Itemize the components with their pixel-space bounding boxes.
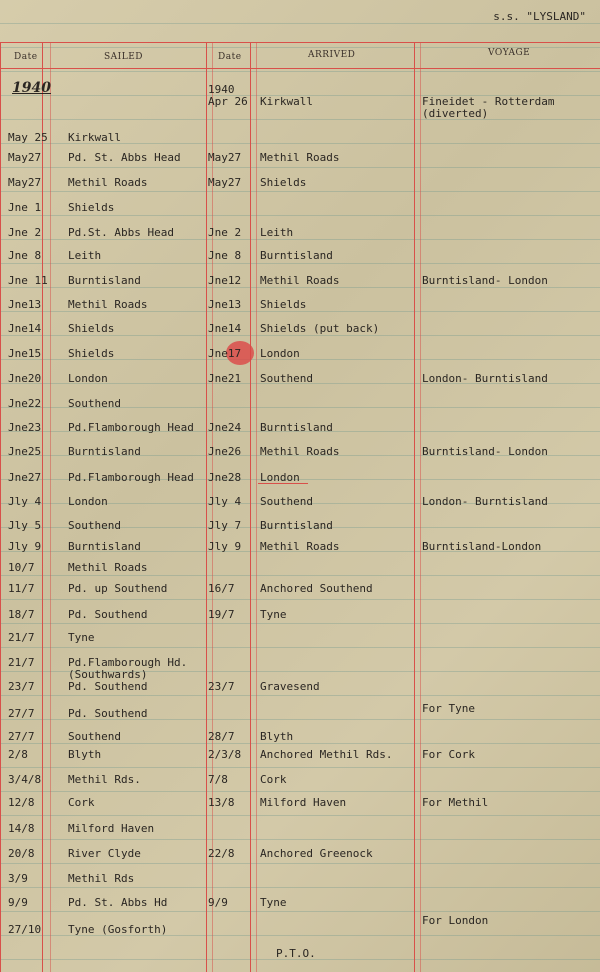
row-37-sailed-place: Pd. St. Abbs Hd xyxy=(68,896,168,909)
row-19-arrived-date: Jly 7 xyxy=(208,519,242,532)
row-37-arrived-place: Tyne xyxy=(260,896,287,909)
row-30-arrived-place: Blyth xyxy=(260,730,294,743)
row-12-arrived-place: London xyxy=(260,347,300,360)
row-32-arrived-date: 7/8 xyxy=(208,773,228,786)
row-9-arrived-date: Jne12 xyxy=(208,274,242,287)
row-32-sailed-date: 3/4/8 xyxy=(8,773,42,786)
row-19-arrived-place: Burntisland xyxy=(260,519,333,532)
row-13-sailed-place: London xyxy=(68,372,108,385)
row-33-arrived-place: Milford Haven xyxy=(260,796,347,809)
row-27-arrived-date: 23/7 xyxy=(208,680,235,693)
row-4-arrived-place: Methil Roads xyxy=(260,151,340,164)
rule-date-sailed-b xyxy=(50,42,51,972)
row-35-arrived-place: Anchored Greenock xyxy=(260,847,373,860)
rule-date-arrived-b xyxy=(256,42,257,972)
row-39-sailed-place: Tyne (Gosforth) xyxy=(68,923,168,936)
row-20-sailed-date: Jly 9 xyxy=(8,540,42,553)
row-32-sailed-place: Methil Rds. xyxy=(68,773,141,786)
row-31-voyage: For Cork xyxy=(422,748,475,761)
row-13-arrived-place: Southend xyxy=(260,372,313,385)
row-24-sailed-date: 21/7 xyxy=(8,631,35,644)
row-25-sailed-date: 21/7 xyxy=(8,656,35,669)
row-17-sailed-place: Pd.Flamborough Head xyxy=(68,471,194,484)
row-23-arrived-date: 19/7 xyxy=(208,608,235,621)
row-11-sailed-place: Shields xyxy=(68,322,115,335)
row-7-sailed-date: Jne 2 xyxy=(8,226,42,239)
row-0-arrived-date: 1940 xyxy=(208,83,235,96)
row-5-sailed-date: May27 xyxy=(8,176,42,189)
row-35-sailed-place: River Clyde xyxy=(68,847,141,860)
row-33-sailed-place: Cork xyxy=(68,796,95,809)
row-17-sailed-date: Jne27 xyxy=(8,471,42,484)
row-11-arrived-date: Jne14 xyxy=(208,322,242,335)
row-1-voyage: Fineidet - Rotterdam xyxy=(422,95,555,108)
row-21-sailed-date: 10/7 xyxy=(8,561,35,574)
header-arrived: ARRIVED xyxy=(308,50,356,60)
row-11-arrived-place: Shields (put back) xyxy=(260,322,380,335)
rule-sailed-date xyxy=(206,42,207,972)
header-voyage: VOYAGE xyxy=(488,48,531,58)
header-sailed: SAILED xyxy=(104,52,143,62)
footer-pto: P.T.O. xyxy=(276,947,316,960)
row-6-sailed-date: Jne 1 xyxy=(8,201,42,214)
row-35-arrived-date: 22/8 xyxy=(208,847,235,860)
row-27-sailed-place: Pd. Southend xyxy=(68,680,148,693)
handwritten-year: 1940 xyxy=(12,80,51,96)
row-3-sailed-date: May 25 xyxy=(8,131,48,144)
row-16-arrived-place: Methil Roads xyxy=(260,445,340,458)
row-7-arrived-place: Leith xyxy=(260,226,294,239)
row-37-arrived-date: 9/9 xyxy=(208,896,228,909)
row-18-arrived-date: Jly 4 xyxy=(208,495,242,508)
row-22-sailed-place: Pd. up Southend xyxy=(68,582,168,595)
row-34-sailed-place: Milford Haven xyxy=(68,822,155,835)
row-5-arrived-date: May27 xyxy=(208,176,242,189)
row-31-arrived-date: 2/3/8 xyxy=(208,748,242,761)
rule-arrived-voyage-b xyxy=(420,42,421,972)
row-11-sailed-date: Jne14 xyxy=(8,322,42,335)
row-18-arrived-place: Southend xyxy=(260,495,313,508)
row-25-sailed-place: Pd.Flamborough Hd. xyxy=(68,656,188,669)
row-5-sailed-place: Methil Roads xyxy=(68,176,148,189)
row-9-arrived-place: Methil Roads xyxy=(260,274,340,287)
row-7-arrived-date: Jne 2 xyxy=(208,226,242,239)
row-1-arrived-place: Kirkwall xyxy=(260,95,313,108)
row-9-sailed-place: Burntisland xyxy=(68,274,141,287)
row-30-sailed-date: 27/7 xyxy=(8,730,35,743)
row-13-sailed-date: Jne20 xyxy=(8,372,42,385)
row-26-sailed-place: (Southwards) xyxy=(68,668,148,681)
row-30-arrived-date: 28/7 xyxy=(208,730,235,743)
row-32-arrived-place: Cork xyxy=(260,773,287,786)
row-2-voyage: (diverted) xyxy=(422,107,489,120)
row-22-arrived-place: Anchored Southend xyxy=(260,582,373,595)
row-16-sailed-date: Jne25 xyxy=(8,445,42,458)
rule-date-arrived xyxy=(250,42,251,972)
row-18-sailed-date: Jly 4 xyxy=(8,495,42,508)
row-18-sailed-place: London xyxy=(68,495,108,508)
row-18-voyage: London- Burntisland xyxy=(422,495,548,508)
row-35-sailed-date: 20/8 xyxy=(8,847,35,860)
row-21-sailed-place: Methil Roads xyxy=(68,561,148,574)
row-27-sailed-date: 23/7 xyxy=(8,680,35,693)
row-23-sailed-date: 18/7 xyxy=(8,608,35,621)
row-22-arrived-date: 16/7 xyxy=(208,582,235,595)
row-4-arrived-date: May27 xyxy=(208,151,242,164)
row-17-arrived-place: London xyxy=(260,471,300,484)
header-date-sailed: Date xyxy=(14,52,38,62)
row-15-arrived-date: Jne24 xyxy=(208,421,242,434)
row-36-sailed-date: 3/9 xyxy=(8,872,28,885)
row-4-sailed-place: Pd. St. Abbs Head xyxy=(68,151,181,164)
row-8-sailed-place: Leith xyxy=(68,249,102,262)
row-33-sailed-date: 12/8 xyxy=(8,796,35,809)
ship-name: s.s. "LYSLAND" xyxy=(493,10,586,23)
row-12-sailed-date: Jne15 xyxy=(8,347,42,360)
row-12-arrived-date: Jne17 xyxy=(208,347,242,360)
row-37-sailed-date: 9/9 xyxy=(8,896,28,909)
row-16-voyage: Burntisland- London xyxy=(422,445,548,458)
row-13-voyage: London- Burntisland xyxy=(422,372,548,385)
row-12-sailed-place: Shields xyxy=(68,347,115,360)
row-29-sailed-place: Pd. Southend xyxy=(68,707,148,720)
row-9-sailed-date: Jne 11 xyxy=(8,274,48,287)
row-33-voyage: For Methil xyxy=(422,796,489,809)
row-20-arrived-date: Jly 9 xyxy=(208,540,242,553)
row-14-sailed-place: Southend xyxy=(68,397,121,410)
row-15-sailed-date: Jne23 xyxy=(8,421,42,434)
row-29-sailed-date: 27/7 xyxy=(8,707,35,720)
row-38-voyage: For London xyxy=(422,914,489,927)
row-5-arrived-place: Shields xyxy=(260,176,307,189)
row-19-sailed-date: Jly 5 xyxy=(8,519,42,532)
row-10-arrived-place: Shields xyxy=(260,298,307,311)
row-20-sailed-place: Burntisland xyxy=(68,540,141,553)
row-10-arrived-date: Jne13 xyxy=(208,298,242,311)
row-20-arrived-place: Methil Roads xyxy=(260,540,340,553)
row-10-sailed-place: Methil Roads xyxy=(68,298,148,311)
row-6-sailed-place: Shields xyxy=(68,201,115,214)
row-31-arrived-place: Anchored Methil Rds. xyxy=(260,748,393,761)
row-8-sailed-date: Jne 8 xyxy=(8,249,42,262)
row-39-sailed-date: 27/10 xyxy=(8,923,42,936)
rule-date-sailed xyxy=(42,42,43,972)
row-33-arrived-date: 13/8 xyxy=(208,796,235,809)
row-14-sailed-date: Jne22 xyxy=(8,397,42,410)
row-27-arrived-place: Gravesend xyxy=(260,680,320,693)
header-top-rule xyxy=(0,42,600,43)
rule-arrived-voyage xyxy=(414,42,415,972)
row-16-sailed-place: Burntisland xyxy=(68,445,141,458)
row-28-voyage: For Tyne xyxy=(422,702,475,715)
row-17-arrived-date: Jne28 xyxy=(208,471,242,484)
row-22-sailed-date: 11/7 xyxy=(8,582,35,595)
row-13-arrived-date: Jne21 xyxy=(208,372,242,385)
row-4-sailed-date: May27 xyxy=(8,151,42,164)
rule-left xyxy=(0,42,1,972)
row-24-sailed-place: Tyne xyxy=(68,631,95,644)
row-31-sailed-place: Blyth xyxy=(68,748,102,761)
row-36-sailed-place: Methil Rds xyxy=(68,872,135,885)
row-16-arrived-date: Jne26 xyxy=(208,445,242,458)
row-10-sailed-date: Jne13 xyxy=(8,298,42,311)
row-9-voyage: Burntisland- London xyxy=(422,274,548,287)
row-34-sailed-date: 14/8 xyxy=(8,822,35,835)
row-30-sailed-place: Southend xyxy=(68,730,121,743)
row-19-sailed-place: Southend xyxy=(68,519,121,532)
row-15-arrived-place: Burntisland xyxy=(260,421,333,434)
row-20-voyage: Burntisland-London xyxy=(422,540,542,553)
header-date-arrived: Date xyxy=(218,52,242,62)
row-15-sailed-place: Pd.Flamborough Head xyxy=(68,421,194,434)
row-3-sailed-place: Kirkwall xyxy=(68,131,121,144)
header-bottom-rule xyxy=(0,68,600,69)
row-1-arrived-date: Apr 26 xyxy=(208,95,248,108)
row-23-arrived-place: Tyne xyxy=(260,608,287,621)
row-31-sailed-date: 2/8 xyxy=(8,748,28,761)
row-8-arrived-place: Burntisland xyxy=(260,249,333,262)
row-8-arrived-date: Jne 8 xyxy=(208,249,242,262)
row-23-sailed-place: Pd. Southend xyxy=(68,608,148,621)
row-7-sailed-place: Pd.St. Abbs Head xyxy=(68,226,174,239)
